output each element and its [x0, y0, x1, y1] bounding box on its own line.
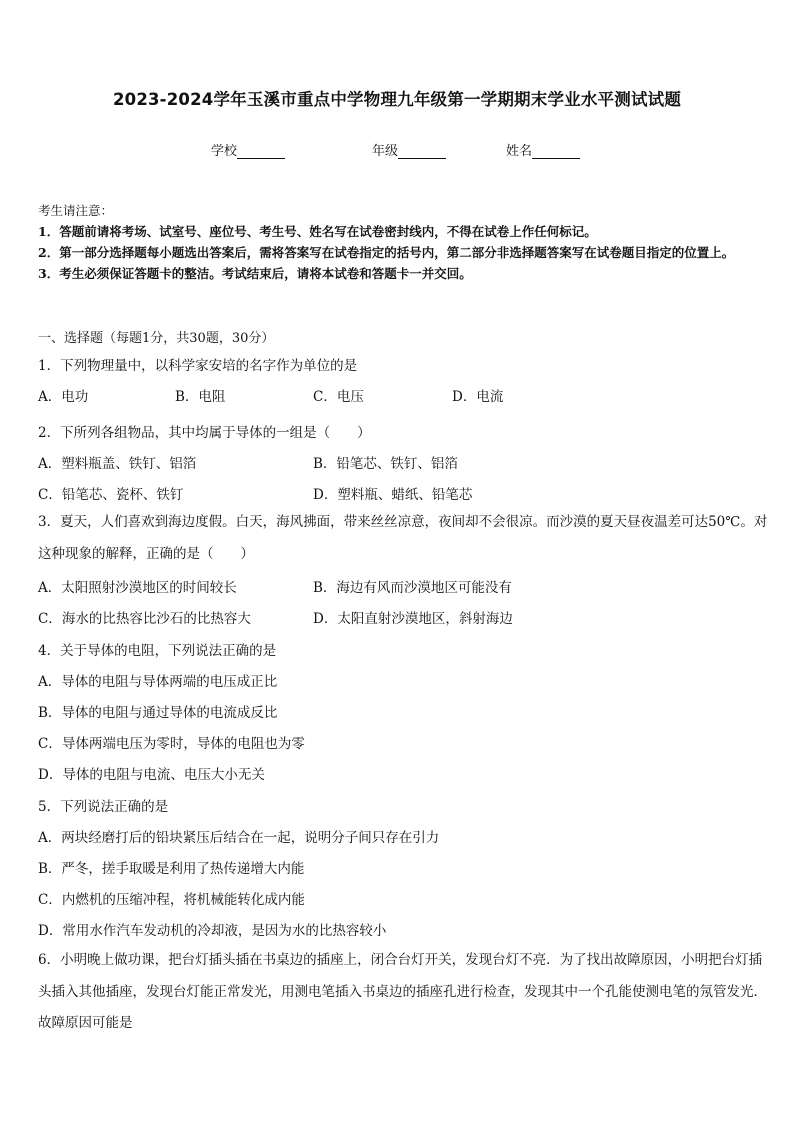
q2-option-d: D．塑料瓶、蜡纸、铅笔芯: [313, 487, 473, 503]
q4-option-a: A．导体的电阻与导体两端的电压成正比: [38, 674, 278, 690]
school-field: [211, 140, 285, 159]
grade-blank: [398, 144, 446, 159]
notice-item-1: 1．答题前请将考场、试室号、座位号、考生号、姓名写在试卷密封线内，不得在试卷上作任何标记。: [38, 224, 597, 239]
notice-item-2: 2．第一部分选择题每小题选出答案后，需将答案写在试卷指定的括号内，第二部分非选择题答案写在试卷题目指定的位置上。: [38, 245, 735, 260]
q5-stem: 5．下列说法正确的是: [38, 799, 169, 815]
q4-option-d: D．导体的电阻与电流、电压大小无关: [38, 767, 265, 783]
q3-stem: 3．夏天，人们喜欢到海边度假。白天，海风拂面，带来丝丝凉意，夜间却不会很凉。而沙漠的夏天昼夜温差可达50℃。对这种现象的解释，正确的是（ ）: [38, 514, 768, 562]
q2-option-b: B．铅笔芯、铁钉、铝箔: [313, 456, 458, 472]
q1-stem: 1．下列物理量中，以科学家安培的名字作为单位的是: [38, 358, 358, 374]
q5-option-c: C．内燃机的压缩冲程，将机械能转化成内能: [38, 892, 305, 908]
q1-option-c: C．电压: [313, 389, 364, 405]
q6-stem: 6．小明晚上做功课，把台灯插头插在书桌边的插座上，闭合台灯开关，发现台灯不亮．为了找出故障原因，小明把台灯插头插入其他插座，发现台灯能正常发光，用测电笔插入书桌边的插座孔进行检查，发现其中一个孔能使测电笔的氖管发光．故障原因可能是: [38, 952, 767, 1031]
school-label: 学校: [211, 144, 238, 159]
q2-option-a: A．塑料瓶盖、铁钉、铝箔: [38, 456, 197, 472]
q5-option-a: A．两块经磨打后的铅块紧压后结合在一起，说明分子间只存在引力: [38, 830, 440, 846]
q1-option-d: D．电流: [452, 389, 504, 405]
notice-block: [38, 200, 760, 284]
q5-option-b: B．严冬，搓手取暖是利用了热传递增大内能: [38, 861, 305, 877]
section-heading: 一、选择题（每题1分，共30题，30分）: [38, 331, 275, 346]
q3-option-a: A．太阳照射沙漠地区的时间较长: [38, 580, 237, 596]
name-field: [506, 140, 580, 159]
exam-title: 2023-2024学年玉溪市重点中学物理九年级第一学期期末学业水平测试试题: [112, 90, 682, 109]
name-label: 姓名: [506, 144, 533, 159]
q4-option-b: B．导体的电阻与通过导体的电流成反比: [38, 705, 278, 721]
notice-heading: 考生请注意：: [38, 203, 114, 218]
q5-option-d: D．常用水作汽车发动机的冷却液，是因为水的比热容较小: [38, 923, 387, 939]
q1-option-b: B．电阻: [175, 389, 226, 405]
notice-item-3: 3．考生必须保证答题卡的整洁。考试结束后，请将本试卷和答题卡一并交回。: [38, 266, 472, 281]
school-blank: [237, 144, 285, 159]
q4-option-c: C．导体两端电压为零时，导体的电阻也为零: [38, 736, 305, 752]
q2-stem: 2．下所列各组物品，其中均属于导体的一组是（ ）: [38, 425, 371, 441]
name-blank: [532, 144, 580, 159]
q1-option-a: A．电功: [38, 389, 89, 405]
grade-field: [372, 140, 446, 159]
q3-option-d: D．太阳直射沙漠地区，斜射海边: [313, 611, 513, 627]
q3-option-c: C．海水的比热容比沙石的比热容大: [38, 611, 251, 627]
q3-option-b: B．海边有风而沙漠地区可能没有: [313, 580, 512, 596]
q4-stem: 4．关于导体的电阻，下列说法正确的是: [38, 643, 277, 659]
grade-label: 年级: [372, 144, 399, 159]
q2-option-c: C．铅笔芯、瓷杯、铁钉: [38, 487, 184, 503]
